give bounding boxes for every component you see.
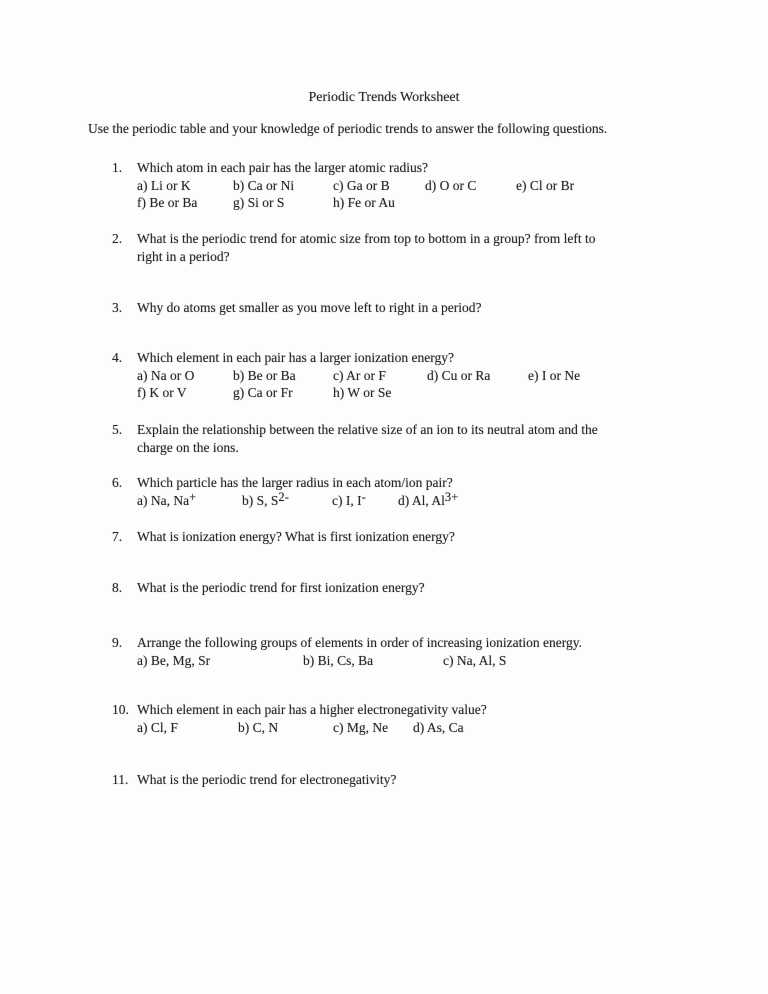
question-8 xyxy=(112,579,677,597)
option-item: d) As, Ca xyxy=(413,719,464,735)
ion-charge-superscript: + xyxy=(189,489,197,504)
option-item: c) I, I- xyxy=(332,489,366,508)
option-item: f) Be or Ba xyxy=(137,195,198,210)
question-number: 9. xyxy=(112,635,123,650)
option-row xyxy=(137,384,677,402)
question-text: What is the periodic trend for atomic size from top to bottom in a group? from left to xyxy=(137,231,596,246)
question-4 xyxy=(112,349,677,402)
question-text: What is the periodic trend for electronegativity? xyxy=(137,772,397,787)
option-item: b) Be or Ba xyxy=(233,367,296,383)
question-3 xyxy=(112,299,677,317)
option-item: b) C, N xyxy=(238,719,279,735)
question-text: charge on the ions. xyxy=(137,439,239,455)
question-number: 5. xyxy=(112,422,123,437)
question-number: 3. xyxy=(112,300,123,315)
worksheet-title: Periodic Trends Worksheet xyxy=(308,90,460,105)
question-number: 11. xyxy=(112,772,129,787)
option-item: e) I or Ne xyxy=(528,367,581,383)
question-number: 8. xyxy=(112,580,123,595)
question-10 xyxy=(112,701,677,736)
option-item: a) Cl, F xyxy=(137,719,178,735)
option-item: c) Ga or B xyxy=(333,177,390,193)
option-item: c) Mg, Ne xyxy=(333,719,389,735)
option-item: a) Li or K xyxy=(137,177,191,193)
question-number: 7. xyxy=(112,529,123,544)
option-item: g) Ca or Fr xyxy=(233,385,293,400)
ion-charge-superscript: 2- xyxy=(278,489,290,504)
ion-charge-superscript: 3+ xyxy=(444,489,459,504)
intro-text: Use the periodic table and your knowledge of periodic trends to answer the following questions. xyxy=(88,121,608,136)
question-number: 10. xyxy=(112,702,129,717)
option-item: b) Ca or Ni xyxy=(233,177,295,193)
question-text: Which atom in each pair has the larger atomic radius? xyxy=(137,160,429,175)
question-1 xyxy=(112,159,677,212)
question-text: Which element in each pair has a higher electronegativity value? xyxy=(137,702,487,717)
option-item: g) Si or S xyxy=(233,195,285,210)
question-number: 6. xyxy=(112,475,123,490)
question-text: right in a period? xyxy=(137,248,230,264)
question-5 xyxy=(112,421,677,456)
question-text: What is ionization energy? What is first ionization energy? xyxy=(137,529,455,544)
option-item: f) K or V xyxy=(137,385,187,400)
question-7 xyxy=(112,528,677,546)
option-item: e) Cl or Br xyxy=(516,177,575,193)
question-2 xyxy=(112,230,677,265)
option-item: d) O or C xyxy=(425,177,477,193)
option-item: a) Na or O xyxy=(137,367,195,383)
option-item: c) Na, Al, S xyxy=(443,652,507,668)
question-11 xyxy=(112,771,677,789)
option-item: d) Cu or Ra xyxy=(427,367,491,383)
question-text: Arrange the following groups of elements in order of increasing ionization energy. xyxy=(137,635,582,650)
question-number: 2. xyxy=(112,231,123,246)
question-text: Explain the relationship between the relative size of an ion to its neutral atom and the xyxy=(137,422,598,437)
option-item: h) W or Se xyxy=(333,385,392,400)
question-9 xyxy=(112,634,677,669)
question-text: Which particle has the larger radius in each atom/ion pair? xyxy=(137,475,453,490)
option-item: d) Al, Al3+ xyxy=(398,489,459,508)
option-item: a) Be, Mg, Sr xyxy=(137,652,211,668)
option-item: c) Ar or F xyxy=(333,367,386,383)
option-row xyxy=(137,194,677,212)
question-text: Which element in each pair has a larger ionization energy? xyxy=(137,350,454,365)
option-row xyxy=(137,489,677,511)
option-row xyxy=(137,177,677,195)
option-item: b) S, S2- xyxy=(242,489,290,508)
option-item: b) Bi, Cs, Ba xyxy=(303,652,374,668)
option-item: h) Fe or Au xyxy=(333,195,395,210)
option-row xyxy=(137,652,677,670)
option-row xyxy=(137,367,677,385)
question-number: 1. xyxy=(112,160,123,175)
option-item: a) Na, Na+ xyxy=(137,489,197,508)
question-number: 4. xyxy=(112,350,123,365)
option-row xyxy=(137,719,677,737)
question-6 xyxy=(112,474,677,510)
question-text: What is the periodic trend for first ionization energy? xyxy=(137,580,425,595)
question-text: Why do atoms get smaller as you move left to right in a period? xyxy=(137,300,482,315)
ion-charge-superscript: - xyxy=(361,489,366,504)
